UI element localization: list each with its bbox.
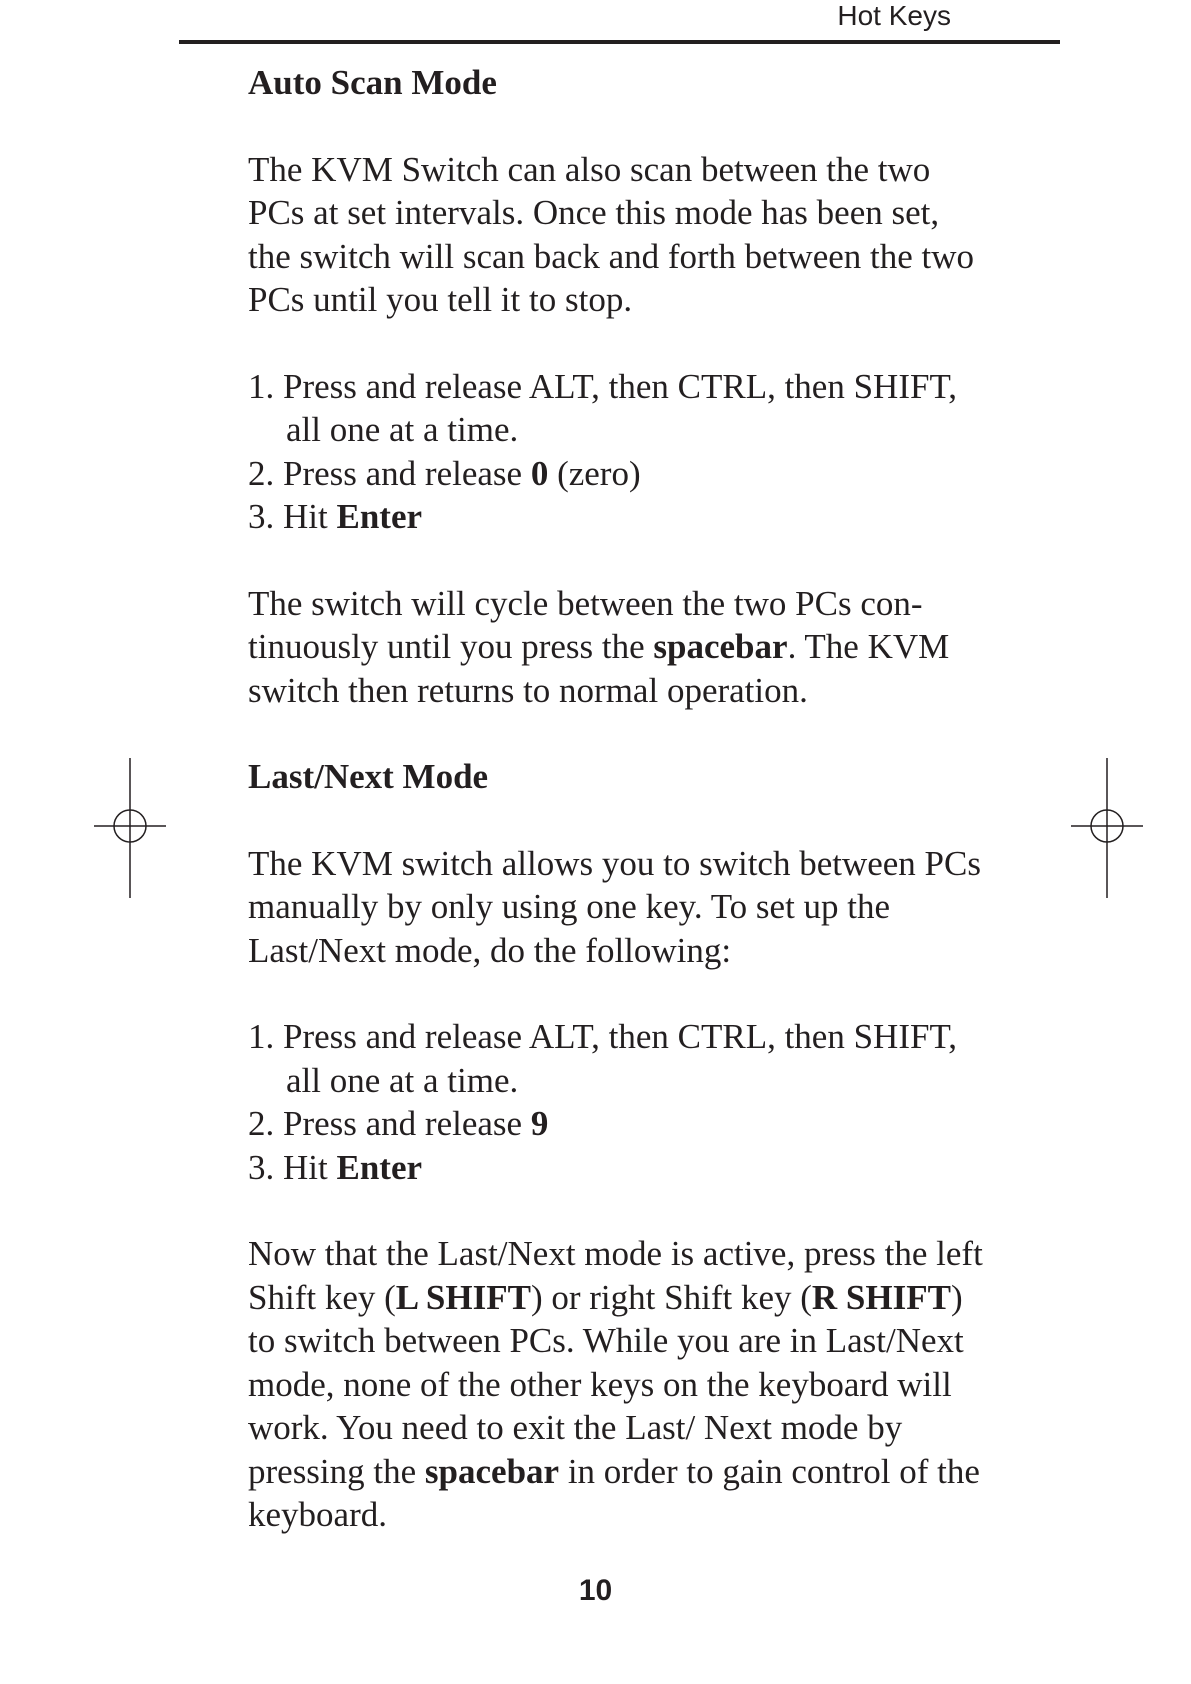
- list-item: 2. Press and release 0 (zero): [248, 453, 641, 493]
- registration-mark-left-icon: [94, 758, 166, 898]
- key-label: spacebar: [653, 627, 788, 666]
- main-content: [248, 61, 988, 1580]
- auto-scan-outro: The switch will cycle between the two PCs con-tinuously until you press the spacebar. The KVM switch then returns to normal operation.: [248, 583, 950, 710]
- auto-scan-steps: [248, 365, 988, 539]
- list-item: 3. Hit Enter: [248, 1147, 423, 1187]
- key-label: Enter: [336, 1147, 423, 1187]
- list-item: 2. Press and release 9: [248, 1104, 549, 1143]
- page-number: 10: [578, 1574, 613, 1607]
- last-next-intro: The KVM switch allows you to switch between PCs manually by only using one key. To set up the Last/Next mode, do the following:: [248, 843, 981, 970]
- registration-mark-right-icon: [1071, 758, 1143, 898]
- list-item: 1. Press and release ALT, then CTRL, then SHIFT, all one at a time.: [248, 366, 957, 449]
- key-label: R SHIFT: [811, 1277, 951, 1317]
- header-rule: [179, 40, 1060, 44]
- key-label: 9: [530, 1104, 549, 1143]
- last-next-outro: Now that the Last/Next mode is active, press the left Shift key (L SHIFT) or right Shift key (R SHIFT) to switch between PCs. While you are in Last/Next mode, none of the other keys on the keyboard will work. You need to exit the Last/ Next mode by pressing the spacebar in order to gain control of the keyboard.: [248, 1234, 983, 1534]
- key-label: 0: [530, 453, 549, 493]
- section-heading-auto-scan: Auto Scan Mode: [248, 63, 497, 102]
- key-label: spacebar: [424, 1451, 560, 1491]
- key-label: Enter: [336, 497, 423, 536]
- auto-scan-intro: The KVM Switch can also scan between the two PCs at set intervals. Once this mode has been set, the switch will scan back and forth between the two PCs until you tell it to stop.: [248, 149, 975, 319]
- list-item: 1. Press and release ALT, then CTRL, then SHIFT, all one at a time.: [248, 1017, 957, 1100]
- key-label: L SHIFT: [395, 1277, 531, 1317]
- list-item: 3. Hit Enter: [248, 497, 423, 536]
- last-next-steps: [248, 1015, 988, 1189]
- section-heading-last-next: Last/Next Mode: [248, 757, 489, 796]
- running-header: Hot Keys: [837, 0, 951, 31]
